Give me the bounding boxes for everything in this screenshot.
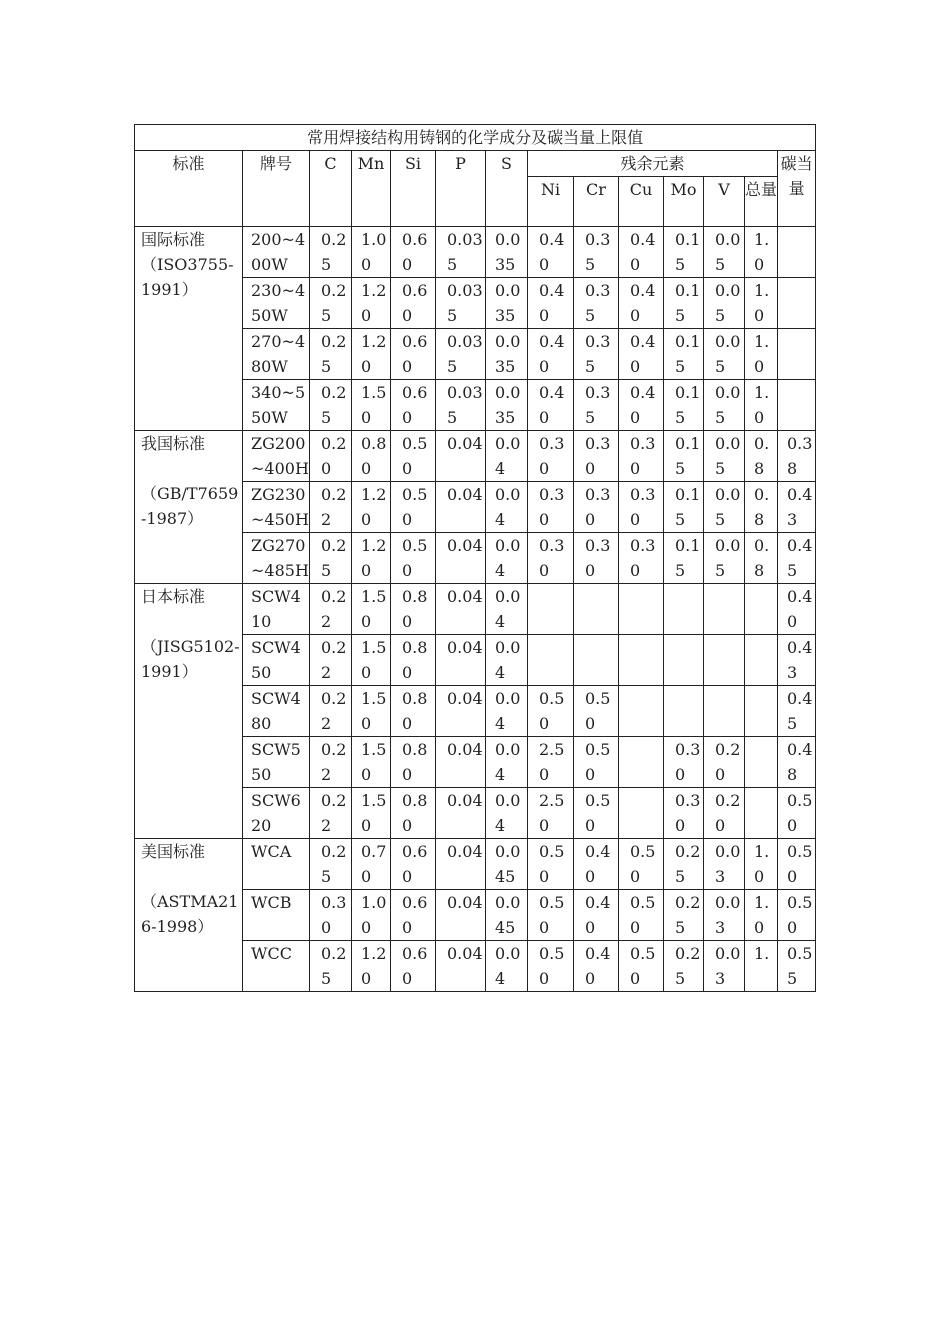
cr-cell: 0.35 [574,380,619,431]
grade-cell: SCW480 [243,686,310,737]
mn-cell: 1.50 [352,788,391,839]
cu-cell [619,686,664,737]
title-row [135,125,816,151]
header-mo: Mo [664,177,704,227]
mo-cell: 0.30 [664,788,704,839]
header-mn: Mn [352,151,391,227]
c-cell: 0.25 [310,380,352,431]
standard-cell [135,839,243,992]
header-ni: Ni [528,177,574,227]
ceq-cell: 0.45 [778,686,816,737]
p-cell: 0.04 [436,941,486,992]
si-cell: 0.60 [391,227,436,278]
total-cell: 0.8 [745,533,778,584]
cr-cell: 0.35 [574,278,619,329]
total-cell [745,635,778,686]
mn-cell: 1.20 [352,329,391,380]
cr-cell: 0.35 [574,329,619,380]
grade-cell: ZG200~400H [243,431,310,482]
ni-cell [528,584,574,635]
total-cell: 1. [745,941,778,992]
mn-cell: 0.80 [352,431,391,482]
cu-cell [619,635,664,686]
header-row-1 [135,151,816,177]
header-si: Si [391,151,436,227]
v-cell [704,584,745,635]
mo-cell: 0.15 [664,431,704,482]
cr-cell: 0.30 [574,431,619,482]
cu-cell: 0.40 [619,227,664,278]
c-cell: 0.25 [310,839,352,890]
grade-cell: SCW550 [243,737,310,788]
s-cell: 0.04 [486,686,528,737]
cu-cell: 0.40 [619,278,664,329]
cu-cell: 0.30 [619,533,664,584]
ni-cell: 0.50 [528,839,574,890]
mn-cell: 1.50 [352,737,391,788]
ceq-cell [778,278,816,329]
s-cell: 0.04 [486,788,528,839]
total-cell: 1.0 [745,329,778,380]
grade-cell: 340~550W [243,380,310,431]
grade-cell: WCB [243,890,310,941]
si-cell: 0.80 [391,737,436,788]
total-cell: 1.0 [745,227,778,278]
total-cell: 0.8 [745,431,778,482]
cr-cell: 0.30 [574,533,619,584]
grade-cell: SCW620 [243,788,310,839]
table-row [135,431,816,482]
cr-cell [574,635,619,686]
total-cell: 1.0 [745,890,778,941]
c-cell: 0.22 [310,584,352,635]
ceq-cell: 0.43 [778,482,816,533]
c-cell: 0.22 [310,482,352,533]
p-cell: 0.035 [436,329,486,380]
ni-cell: 2.50 [528,737,574,788]
cr-cell: 0.50 [574,737,619,788]
mn-cell: 1.50 [352,686,391,737]
mo-cell: 0.15 [664,380,704,431]
cu-cell: 0.40 [619,380,664,431]
si-cell: 0.60 [391,839,436,890]
p-cell: 0.04 [436,431,486,482]
standard-code: （GB/T7659-1987） [141,484,239,528]
table-row [135,839,816,890]
ni-cell: 0.30 [528,431,574,482]
v-cell [704,635,745,686]
s-cell: 0.04 [486,482,528,533]
s-cell: 0.045 [486,839,528,890]
p-cell: 0.04 [436,635,486,686]
mo-cell [664,686,704,737]
cu-cell: 0.50 [619,839,664,890]
standard-name: 日本标准 [141,587,206,606]
p-cell: 0.04 [436,839,486,890]
s-cell: 0.04 [486,431,528,482]
ceq-cell [778,329,816,380]
cu-cell [619,788,664,839]
header-standard: 标准 [135,151,243,227]
si-cell: 0.80 [391,686,436,737]
steel-composition-table [134,124,816,992]
ni-cell: 0.40 [528,278,574,329]
v-cell: 0.03 [704,941,745,992]
cr-cell: 0.50 [574,686,619,737]
cu-cell: 0.50 [619,941,664,992]
s-cell: 0.035 [486,329,528,380]
p-cell: 0.04 [436,737,486,788]
standard-name: 美国标准 [141,842,206,861]
v-cell: 0.05 [704,329,745,380]
grade-cell: SCW450 [243,635,310,686]
cr-cell [574,584,619,635]
v-cell: 0.05 [704,533,745,584]
v-cell: 0.20 [704,788,745,839]
ni-cell: 2.50 [528,788,574,839]
cu-cell: 0.30 [619,431,664,482]
total-cell [745,584,778,635]
p-cell: 0.04 [436,584,486,635]
total-cell: 1.0 [745,839,778,890]
v-cell: 0.03 [704,890,745,941]
ceq-cell [778,227,816,278]
mo-cell [664,635,704,686]
p-cell: 0.04 [436,890,486,941]
si-cell: 0.80 [391,584,436,635]
v-cell: 0.05 [704,482,745,533]
total-cell: 1.0 [745,380,778,431]
cu-cell: 0.40 [619,329,664,380]
grade-cell: 270~480W [243,329,310,380]
header-residual: 残余元素 [528,151,778,177]
standard-code: （ASTMA216-1998） [141,892,239,936]
ni-cell: 0.50 [528,890,574,941]
mo-cell: 0.15 [664,278,704,329]
si-cell: 0.60 [391,890,436,941]
ni-cell: 0.30 [528,482,574,533]
cr-cell: 0.50 [574,788,619,839]
mn-cell: 1.20 [352,533,391,584]
s-cell: 0.04 [486,533,528,584]
grade-cell: ZG270~485H [243,533,310,584]
c-cell: 0.25 [310,533,352,584]
si-cell: 0.50 [391,482,436,533]
ni-cell: 0.50 [528,686,574,737]
ceq-cell: 0.45 [778,533,816,584]
c-cell: 0.22 [310,788,352,839]
grade-cell: WCA [243,839,310,890]
c-cell: 0.22 [310,686,352,737]
standard-name: 国际标准 [141,230,206,249]
cr-cell: 0.35 [574,227,619,278]
v-cell: 0.05 [704,278,745,329]
c-cell: 0.22 [310,635,352,686]
cr-cell: 0.40 [574,839,619,890]
cu-cell [619,584,664,635]
cr-cell: 0.30 [574,482,619,533]
c-cell: 0.30 [310,890,352,941]
v-cell: 0.05 [704,227,745,278]
standard-cell [135,227,243,431]
mo-cell: 0.15 [664,482,704,533]
mo-cell: 0.25 [664,839,704,890]
mn-cell: 1.00 [352,890,391,941]
header-cu: Cu [619,177,664,227]
table-row [135,227,816,278]
si-cell: 0.50 [391,533,436,584]
header-ceq: 碳当量 [778,151,816,227]
total-cell [745,788,778,839]
mn-cell: 1.50 [352,380,391,431]
mn-cell: 0.70 [352,839,391,890]
s-cell: 0.04 [486,584,528,635]
header-cr: Cr [574,177,619,227]
v-cell: 0.05 [704,380,745,431]
s-cell: 0.04 [486,737,528,788]
mn-cell: 1.00 [352,227,391,278]
mo-cell: 0.25 [664,890,704,941]
cu-cell: 0.50 [619,890,664,941]
cu-cell [619,737,664,788]
mn-cell: 1.20 [352,482,391,533]
si-cell: 0.80 [391,788,436,839]
ni-cell: 0.40 [528,380,574,431]
ni-cell: 0.40 [528,227,574,278]
p-cell: 0.04 [436,788,486,839]
s-cell: 0.04 [486,941,528,992]
grade-cell: 200~400W [243,227,310,278]
si-cell: 0.60 [391,329,436,380]
mn-cell: 1.20 [352,941,391,992]
s-cell: 0.035 [486,380,528,431]
standard-cell [135,431,243,584]
document-page [134,124,815,992]
cr-cell: 0.40 [574,941,619,992]
mn-cell: 1.20 [352,278,391,329]
ni-cell [528,635,574,686]
total-cell [745,737,778,788]
v-cell [704,686,745,737]
header-p: P [436,151,486,227]
grade-cell: SCW410 [243,584,310,635]
si-cell: 0.60 [391,941,436,992]
header-grade: 牌号 [243,151,310,227]
si-cell: 0.60 [391,278,436,329]
c-cell: 0.25 [310,227,352,278]
p-cell: 0.035 [436,227,486,278]
grade-cell: ZG230~450H [243,482,310,533]
ceq-cell: 0.50 [778,839,816,890]
si-cell: 0.60 [391,380,436,431]
s-cell: 0.035 [486,227,528,278]
ceq-cell: 0.40 [778,584,816,635]
header-total: 总量 [745,177,778,227]
p-cell: 0.035 [436,278,486,329]
mo-cell: 0.30 [664,737,704,788]
ni-cell: 0.50 [528,941,574,992]
grade-cell: WCC [243,941,310,992]
c-cell: 0.25 [310,941,352,992]
mn-cell: 1.50 [352,635,391,686]
ceq-cell: 0.48 [778,737,816,788]
ceq-cell: 0.43 [778,635,816,686]
ni-cell: 0.30 [528,533,574,584]
standard-cell [135,584,243,839]
v-cell: 0.05 [704,431,745,482]
total-cell: 0.8 [745,482,778,533]
mo-cell: 0.15 [664,227,704,278]
p-cell: 0.04 [436,533,486,584]
v-cell: 0.20 [704,737,745,788]
ceq-cell: 0.50 [778,890,816,941]
ni-cell: 0.40 [528,329,574,380]
mo-cell: 0.15 [664,533,704,584]
mn-cell: 1.50 [352,584,391,635]
ceq-cell: 0.55 [778,941,816,992]
s-cell: 0.035 [486,278,528,329]
c-cell: 0.25 [310,329,352,380]
c-cell: 0.20 [310,431,352,482]
standard-code: （ISO3755-1991） [141,255,234,299]
table-row [135,584,816,635]
s-cell: 0.04 [486,635,528,686]
ceq-cell [778,380,816,431]
v-cell: 0.03 [704,839,745,890]
s-cell: 0.045 [486,890,528,941]
standard-code: （JISG5102-1991） [141,637,240,681]
standard-name: 我国标准 [141,434,206,453]
total-cell: 1.0 [745,278,778,329]
header-v: V [704,177,745,227]
mo-cell [664,584,704,635]
c-cell: 0.22 [310,737,352,788]
table-title: 常用焊接结构用铸钢的化学成分及碳当量上限值 [135,125,816,151]
header-c: C [310,151,352,227]
cu-cell: 0.30 [619,482,664,533]
c-cell: 0.25 [310,278,352,329]
total-cell [745,686,778,737]
p-cell: 0.04 [436,686,486,737]
cr-cell: 0.40 [574,890,619,941]
p-cell: 0.035 [436,380,486,431]
p-cell: 0.04 [436,482,486,533]
mo-cell: 0.15 [664,329,704,380]
ceq-cell: 0.38 [778,431,816,482]
grade-cell: 230~450W [243,278,310,329]
ceq-cell: 0.50 [778,788,816,839]
si-cell: 0.80 [391,635,436,686]
header-s: S [486,151,528,227]
mo-cell: 0.25 [664,941,704,992]
si-cell: 0.50 [391,431,436,482]
